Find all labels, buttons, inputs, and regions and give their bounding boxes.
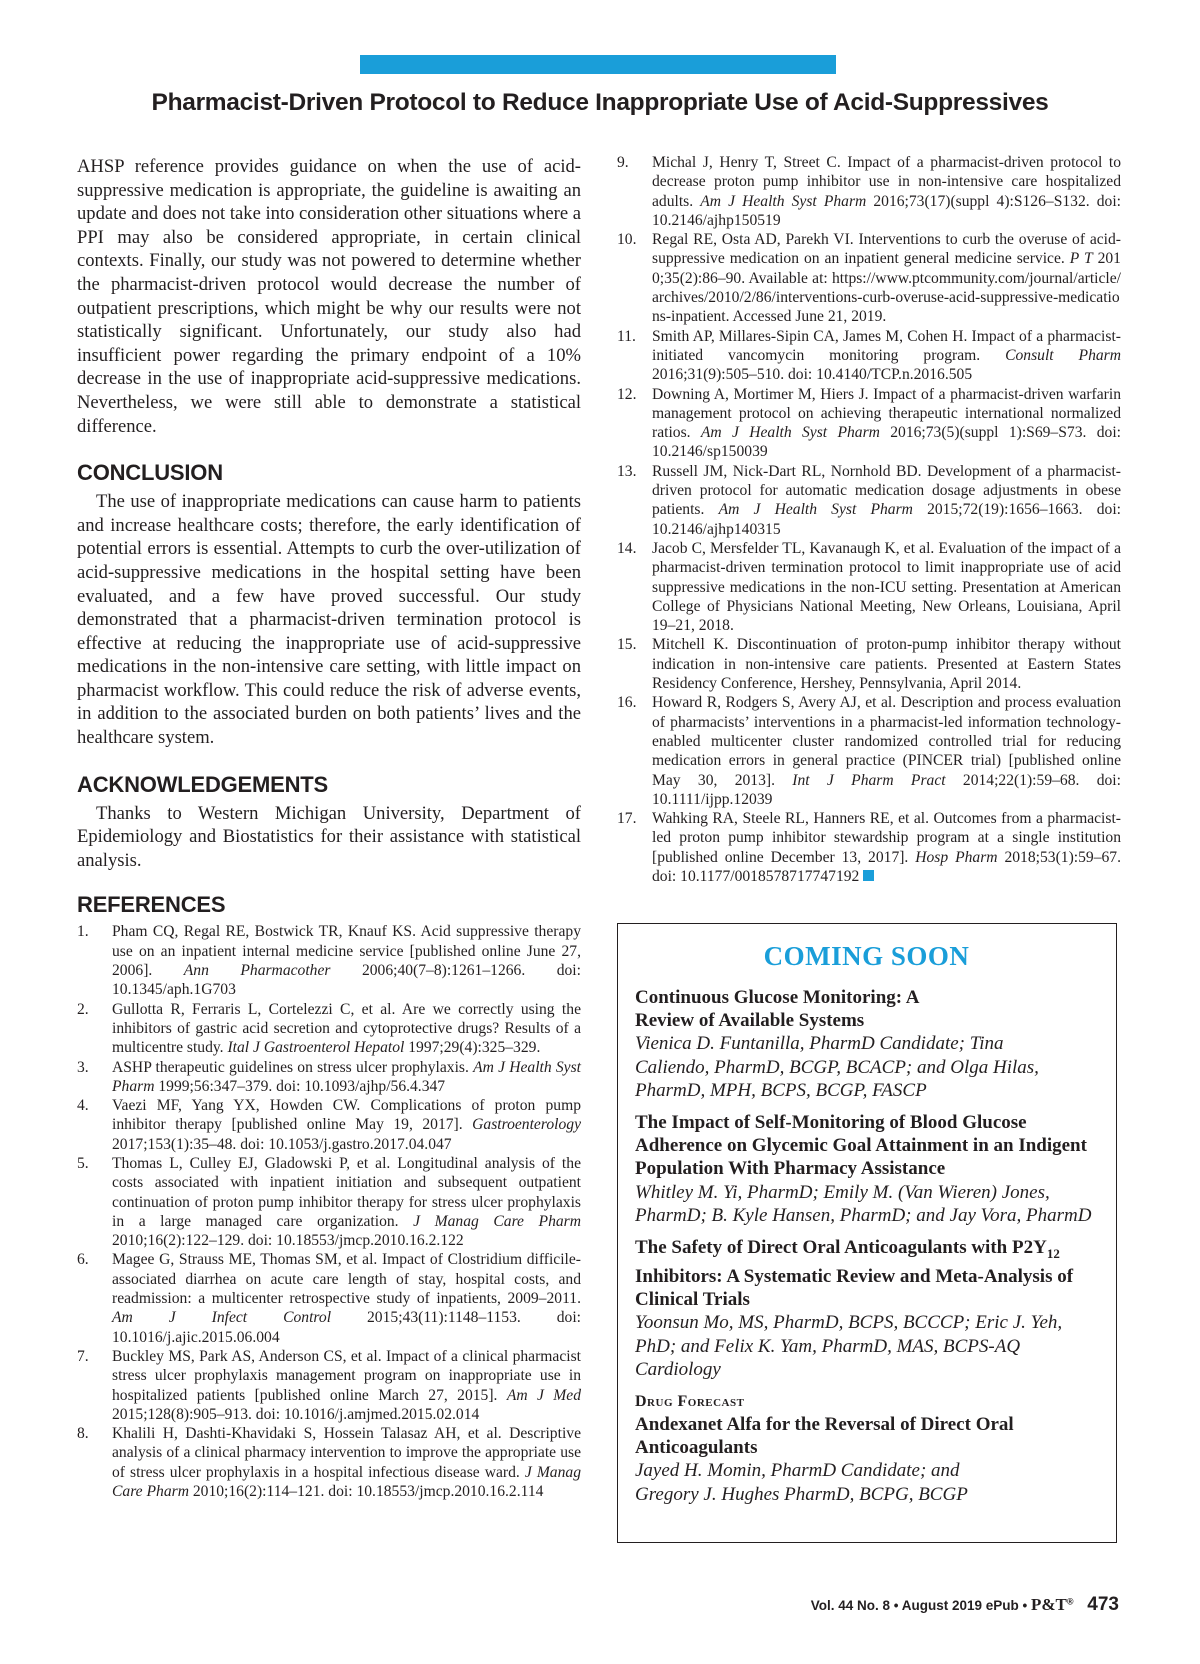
page-number: 473 (1087, 1594, 1119, 1615)
reference-item: 8. Khalili H, Dashti-Khavidaki S, Hossein Talasaz AH, et al. Descriptive analysis of a clinical pharmacy intervention to improve the appropriate use of stress ulcer prophylaxis in a hospital infectious disease ward. J Manag Care Pharm 2010;16(2):114–121. doi: 10.18553/jmcp.2010.16.2.114 (77, 1425, 581, 1501)
reference-item: 15. Mitchell K. Discontinuation of proton-pump inhibitor therapy without indication in non-intensive care patients. Presented at Eastern States Residency Conference, Hershey, Pennsylvania, April 2014. (617, 636, 1121, 693)
reference-item: 7. Buckley MS, Park AS, Anderson CS, et al. Impact of a clinical pharmacist stress ulcer prophylaxis management program on inappropriate use in hospitalized patients [published online March 27, 2015]. Am J Med 2015;128(8):905–913. doi: 10.1016/j.amjmed.2015.02.014 (77, 1347, 581, 1423)
reference-item: 1. Pham CQ, Regal RE, Bostwick TR, Knauf KS. Acid suppressive therapy use on an inpatient internal medicine service [published online June 27, 2006]. Ann Pharmacother 2006;40(7–8):1261–1266. doi: 10.1345/aph.1G703 (77, 923, 581, 999)
upcoming-article-kicker: Drug Forecast (635, 1393, 745, 1411)
upcoming-article-authors: Vienica D. Funtanilla, PharmD Candidate; Tina Caliendo, PharmD, BCGP, BCACP; and Olga Hilas, PharmD, MPH, BCPS, BCGP, FASCP (635, 1033, 1039, 1101)
reference-item: 11. Smith AP, Millares-Sipin CA, James M, Cohen H. Impact of a pharmacist-initiated vancomycin monitoring program. Consult Pharm 2016;31(9):505–510. doi: 10.4140/TCP.n.2016.505 (617, 327, 1122, 384)
reference-item: 3. ASHP therapeutic guidelines on stress ulcer prophylaxis. Am J Health Syst Pharm 1999;56:347–379. doi: 10.1093/ajhp/56.4.347 (77, 1058, 581, 1095)
conclusion-heading: CONCLUSION (77, 460, 223, 486)
upcoming-article-title: The Impact of Self-Monitoring of Blood Glucose Adherence on Glycemic Goal Attainment in an Indigent Population With Pharmacy Assistance (635, 1112, 1087, 1180)
journal-name: P&T (1031, 1595, 1067, 1614)
references-list-left (77, 922, 581, 1501)
coming-soon-box (617, 923, 1117, 1543)
reference-item: 6. Magee G, Strauss ME, Thomas SM, et al. Impact of Clostridium difficile-associated diarrhea on acute care length of stay, hospital costs, and readmission: a multicenter retrospective study of inpatients, 2009–2011. Am J Infect Control 2015;43(11):1148–1153. doi: 10.1016/j.ajic.2015.06.004 (77, 1251, 581, 1346)
reference-item: 16. Howard R, Rodgers S, Avery AJ, et al. Description and process evaluation of pharmacists’ interventions in a pharmacist-led information technology-enabled multicenter cluster randomized controlled trial for reducing medication errors in general practice (PINCER trial) [published online May 30, 2013]. Int J Pharm Pract 2014;22(1):59–68. doi: 10.1111/ijpp.12039 (617, 694, 1121, 808)
upcoming-article-authors: Whitley M. Yi, PharmD; Emily M. (Van Wieren) Jones, PharmD; B. Kyle Hansen, PharmD; and Jay Vora, PharmD (635, 1181, 1092, 1226)
page-title: Pharmacist-Driven Protocol to Reduce Inappropriate Use of Acid-Suppressives (151, 89, 1049, 116)
reference-item: 5. Thomas L, Culley EJ, Gladowski P, et al. Longitudinal analysis of the costs associated with inpatient initiation and subsequent outpatient continuation of proton pump inhibitor therapy for stress ulcer prophylaxis in a large managed care organization. J Manag Care Pharm 2010;16(2):122–129. doi: 10.18553/jmcp.2010.16.2.122 (77, 1155, 581, 1250)
intro-paragraph: AHSP reference provides guidance on when the use of acid-suppressive medication is appropriate, the guideline is awaiting an update and does not take into consideration other situations where a PPI may also be considered appropriate, in certain clinical contexts. Finally, our study was not powered to determine whether the pharmacist-driven protocol would decrease the number of outpatient prescriptions, which might be why our results were not statistically significant. Unfortunately, our study also had insufficient power regarding the primary endpoint of a 10% decrease in the use of inappropriate acid-suppressive medications. Nevertheless, we were still able to demonstrate a statistical difference. (77, 156, 581, 437)
reference-item: 9. Michal J, Henry T, Street C. Impact of a pharmacist-driven protocol to decrease proton pump inhibitor use in non-intensive care hospitalized adults. Am J Health Syst Pharm 2016;73(17)(suppl 4):S126–S132. doi: 10.2146/ajhp150519 (617, 154, 1122, 229)
acknowledgements-heading: ACKNOWLEDGEMENTS (77, 771, 329, 797)
issue-info: Vol. 44 No. 8 • August 2019 ePub • (810, 1598, 1028, 1613)
upcoming-article-authors: Jayed H. Momin, PharmD Candidate; and Gregory J. Hughes PharmD, BCPG, BCGP (635, 1460, 968, 1505)
registered-mark: ® (1066, 1596, 1074, 1607)
reference-item: 13. Russell JM, Nick-Dart RL, Nornhold BD. Development of a pharmacist-driven protocol for automatic medication dosage adjustments in obese patients. Am J Health Syst Pharm 2015;72(19):1656–1663. doi: 10.2146/ajhp140315 (617, 462, 1121, 538)
conclusion-paragraph: The use of inappropriate medications can cause harm to patients and increase healthcare costs; therefore, the early identification of potential errors is essential. Attempts to curb the over-utilization of acid-suppressive medications in the hospital setting have been evaluated, and a few have proved successful. Our study demonstrated that a pharmacist-driven termination protocol is effective at reducing the inappropriate use of acid-suppressive medications in the non-intensive care setting, with little impact on pharmacist workflow. This could reduce the risk of adverse events, in addition to the associated burden on both patients’ lives and the healthcare system. (77, 491, 581, 749)
left-column (77, 155, 581, 1501)
reference-item: 2. Gullotta R, Ferraris L, Cortelezzi C, et al. Are we correctly using the inhibitors of gastric acid secretion and cytoprotective drugs? Results of a multicentre study. Ital J Gastroenterol Hepatol 1997;29(4):325–329. (77, 1000, 581, 1057)
upcoming-article (635, 986, 1098, 1102)
upcoming-article (635, 1111, 1098, 1227)
upcoming-article (635, 1390, 1098, 1506)
upcoming-article-title: Continuous Glucose Monitoring: A Review of Available Systems (635, 987, 919, 1032)
reference-item: 17. Wahking RA, Steele RL, Hanners RE, et al. Outcomes from a pharmacist-led proton pump inhibitor stewardship program at a single institution [published online December 13, 2017]. Hosp Pharm 2018;53(1):59–67. doi: 10.1177/0018578717747192 (617, 810, 1121, 885)
reference-item: 14. Jacob C, Mersfelder TL, Kavanaugh K, et al. Evaluation of the impact of a pharmacist-driven termination protocol to limit inappropriate use of acid suppressive medications in the non-ICU setting. Presentation at American College of Physicians National Meeting, New Orleans, Louisiana, April 19–21, 2018. (617, 539, 1121, 635)
references-heading: REFERENCES (77, 892, 226, 918)
upcoming-article (635, 1236, 1098, 1381)
page-footer (811, 1594, 1119, 1616)
header-accent-bar (360, 55, 836, 74)
reference-item: 4. Vaezi MF, Yang YX, Howden CW. Complications of proton pump inhibitor therapy [published online May 19, 2017]. Gastroenterology 2017;153(1):35–48. doi: 10.1053/j.gastro.2017.04.047 (77, 1097, 581, 1153)
acknowledgements-paragraph: Thanks to Western Michigan University, Department of Epidemiology and Biostatistics for their assistance with statistical analysis. (77, 802, 581, 871)
right-column (617, 153, 1121, 886)
upcoming-article-title: The Safety of Direct Oral Anticoagulants with $P2Y_{12}$ Inhibitors: A Systematic Review and Meta-Analysis of Clinical Trials (635, 1237, 1074, 1311)
upcoming-article-authors: Yoonsun Mo, MS, PharmD, BCPS, BCCCP; Eric J. Yeh, PhD; and Felix K. Yam, PharmD, MAS, BCPS-AQ Cardiology (635, 1312, 1063, 1380)
reference-item: 10. Regal RE, Osta AD, Parekh VI. Interventions to curb the overuse of acid-suppressive medication on an inpatient general medicine service. P T 2010;35(2):86–90. Available at: https://www.ptcommunity.com/journal/article/archives/2010/2/86/interventions-curb-overuse-acid-suppressive-medications-inpatient. Accessed June 21, 2019. (617, 231, 1121, 326)
upcoming-article-title: Andexanet Alfa for the Reversal of Direct Oral Anticoagulants (635, 1414, 1014, 1459)
end-of-article-mark (863, 870, 874, 881)
reference-item: 12. Downing A, Mortimer M, Hiers J. Impact of a pharmacist-driven warfarin management protocol on achieving therapeutic international normalized ratios. Am J Health Syst Pharm 2016;73(5)(suppl 1):S69–S73. doi: 10.2146/sp150039 (617, 385, 1121, 461)
coming-soon-title: COMING SOON (763, 941, 970, 971)
references-list-right (617, 153, 1121, 886)
